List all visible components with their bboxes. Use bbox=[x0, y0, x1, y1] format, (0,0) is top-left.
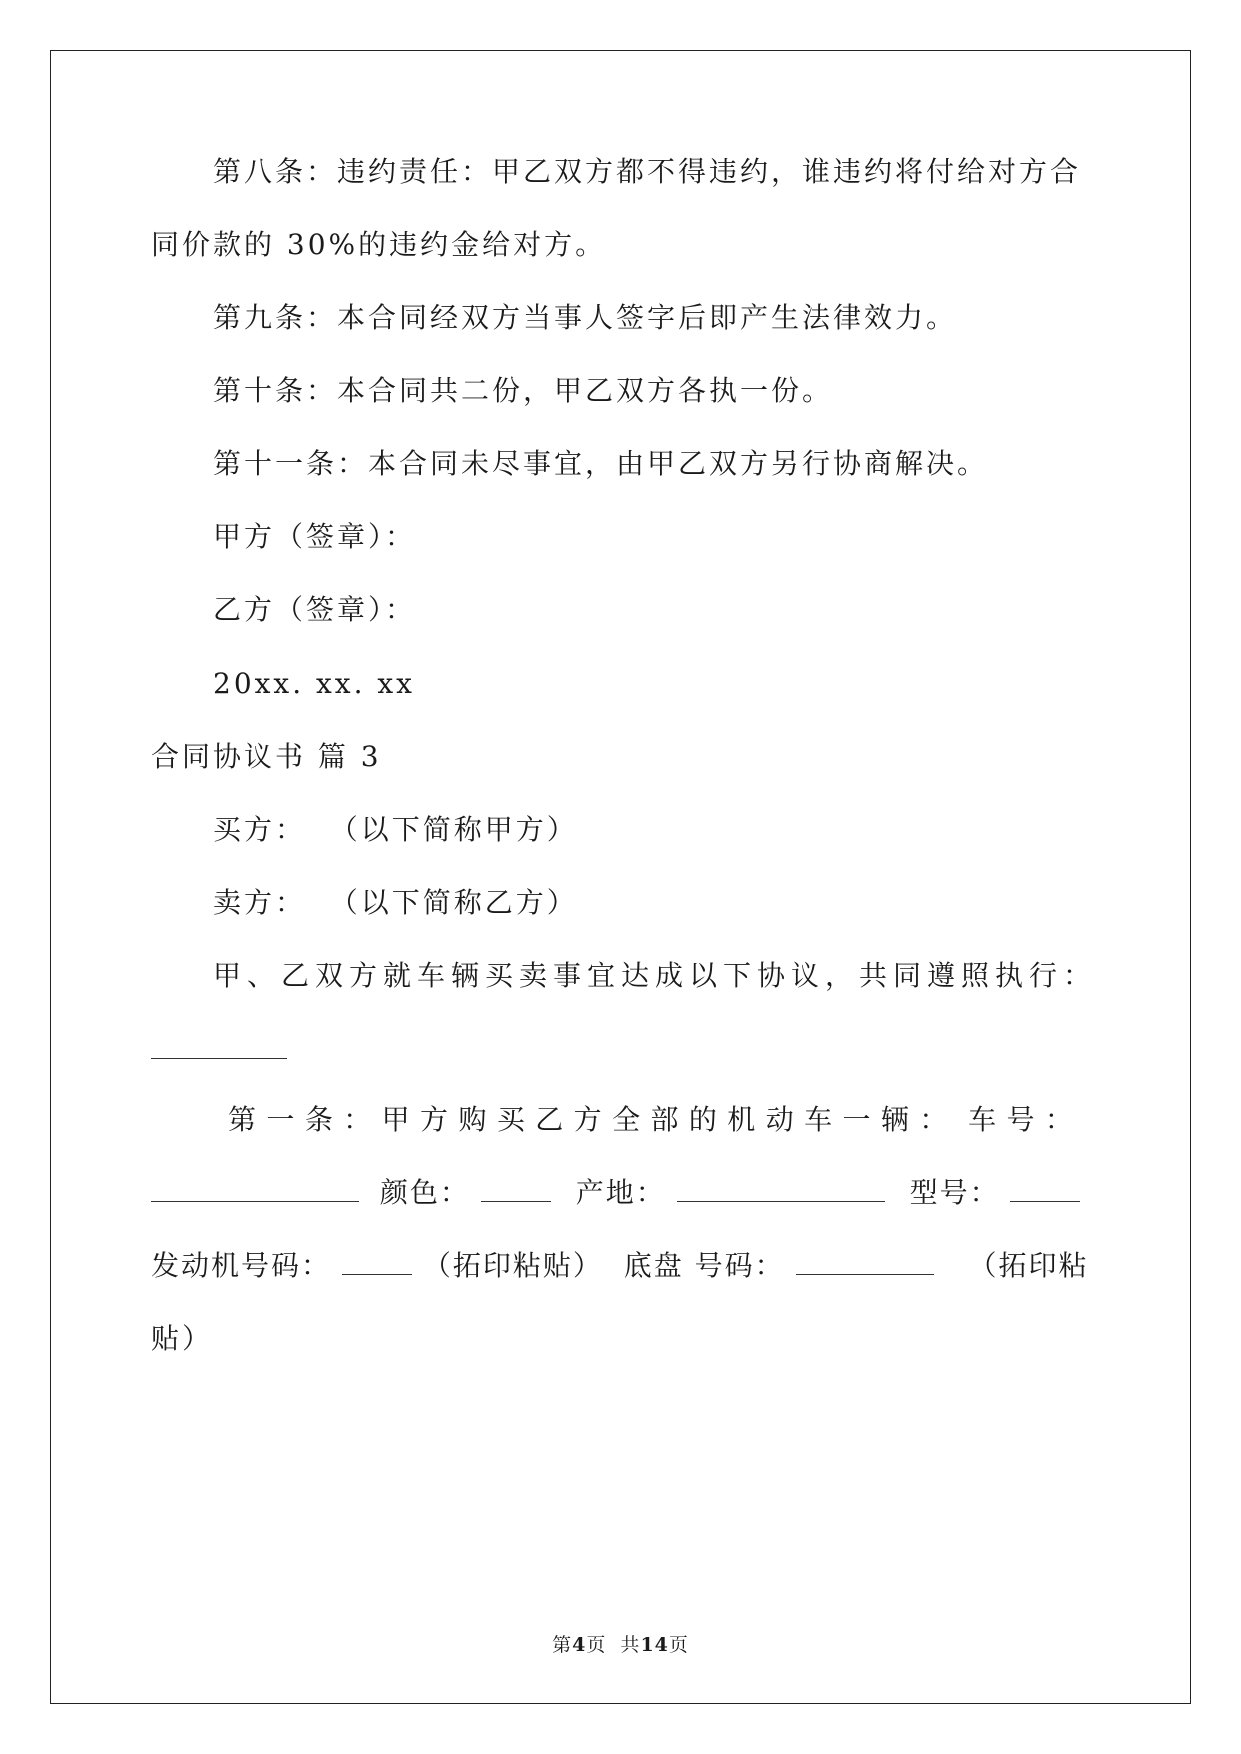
article-1-char: 车 bbox=[804, 1103, 833, 1136]
article-1-char: 车 bbox=[968, 1103, 997, 1136]
model-label: 型号： bbox=[909, 1176, 1000, 1209]
article-1-char: 一 bbox=[842, 1103, 871, 1136]
article-1-line-3 bbox=[151, 1246, 1091, 1286]
article-1-char: 动 bbox=[765, 1103, 794, 1136]
article-8-line-2: 同价款的 30%的违约金给对方。 bbox=[151, 228, 607, 261]
rubbing-note-2: （拓印粘 bbox=[968, 1249, 1089, 1282]
color-blank[interactable] bbox=[481, 1177, 551, 1202]
article-1-char: ： bbox=[919, 1103, 948, 1136]
article-1-char: 方 bbox=[573, 1103, 602, 1136]
agreement-intro: 甲、乙双方就车辆买卖事宜达成以下协议，共同遵照执行： bbox=[213, 959, 1098, 992]
footer-suffix: 页 bbox=[668, 1634, 689, 1656]
rubbing-note: （拓印粘贴） bbox=[422, 1249, 603, 1282]
chassis-number-label: 底盘 号码： bbox=[623, 1249, 785, 1282]
article-1-char: 方 bbox=[420, 1103, 449, 1136]
article-1-char: 乙 bbox=[535, 1103, 564, 1136]
page-footer bbox=[0, 1630, 1241, 1657]
footer-mid: 页 共 bbox=[586, 1634, 641, 1656]
article-1-char: ： bbox=[1044, 1103, 1073, 1136]
article-1-char: 号 bbox=[1006, 1103, 1035, 1136]
chassis-number-blank[interactable] bbox=[796, 1250, 934, 1275]
footer-prefix: 第 bbox=[552, 1634, 573, 1656]
total-pages: 14 bbox=[640, 1634, 669, 1656]
origin-blank[interactable] bbox=[677, 1177, 885, 1202]
article-1-line-4: 贴） bbox=[151, 1322, 214, 1355]
engine-number-label: 发动机号码： bbox=[151, 1249, 332, 1282]
article-1-char: 甲 bbox=[381, 1103, 410, 1136]
plate-number-blank[interactable] bbox=[151, 1177, 359, 1202]
engine-number-blank[interactable] bbox=[342, 1250, 412, 1275]
article-1-char: 买 bbox=[496, 1103, 525, 1136]
party-a-signature: 甲方（签章）： bbox=[213, 520, 417, 553]
intro-blank-line bbox=[151, 1030, 1091, 1070]
article-10: 第十条：本合同共二份，甲乙双方各执一份。 bbox=[213, 374, 834, 407]
origin-label: 产地： bbox=[575, 1176, 666, 1209]
article-1-char: 购 bbox=[458, 1103, 487, 1136]
article-1-char: 部 bbox=[650, 1103, 679, 1136]
article-1-char: 机 bbox=[727, 1103, 756, 1136]
article-1-char: 一 bbox=[266, 1103, 295, 1136]
blank-field[interactable] bbox=[151, 1034, 287, 1059]
article-1-line-1 bbox=[228, 1100, 1073, 1140]
article-1-char: 第 bbox=[228, 1103, 257, 1136]
article-8-line-1: 第八条：违约责任：甲乙双方都不得违约，谁违约将付给对方合 bbox=[213, 155, 1082, 188]
current-page-number: 4 bbox=[572, 1634, 587, 1656]
buyer-line: 买方： （以下简称甲方） bbox=[213, 813, 578, 846]
contract-date: 20xx. xx. xx bbox=[213, 667, 415, 700]
article-1-line-2 bbox=[151, 1173, 1091, 1213]
article-1-char: 全 bbox=[612, 1103, 641, 1136]
article-1-char: 辆 bbox=[880, 1103, 909, 1136]
article-1-char: ： bbox=[343, 1103, 372, 1136]
color-label: 颜色： bbox=[379, 1176, 470, 1209]
section-title: 合同协议书 篇 3 bbox=[151, 740, 382, 773]
seller-line: 卖方： （以下简称乙方） bbox=[213, 886, 578, 919]
model-blank[interactable] bbox=[1010, 1177, 1080, 1202]
article-9: 第九条：本合同经双方当事人签字后即产生法律效力。 bbox=[213, 301, 958, 334]
party-b-signature: 乙方（签章）： bbox=[213, 593, 417, 626]
article-1-char: 条 bbox=[304, 1103, 333, 1136]
article-11: 第十一条：本合同未尽事宜，由甲乙双方另行协商解决。 bbox=[213, 447, 989, 480]
article-1-char: 的 bbox=[688, 1103, 717, 1136]
